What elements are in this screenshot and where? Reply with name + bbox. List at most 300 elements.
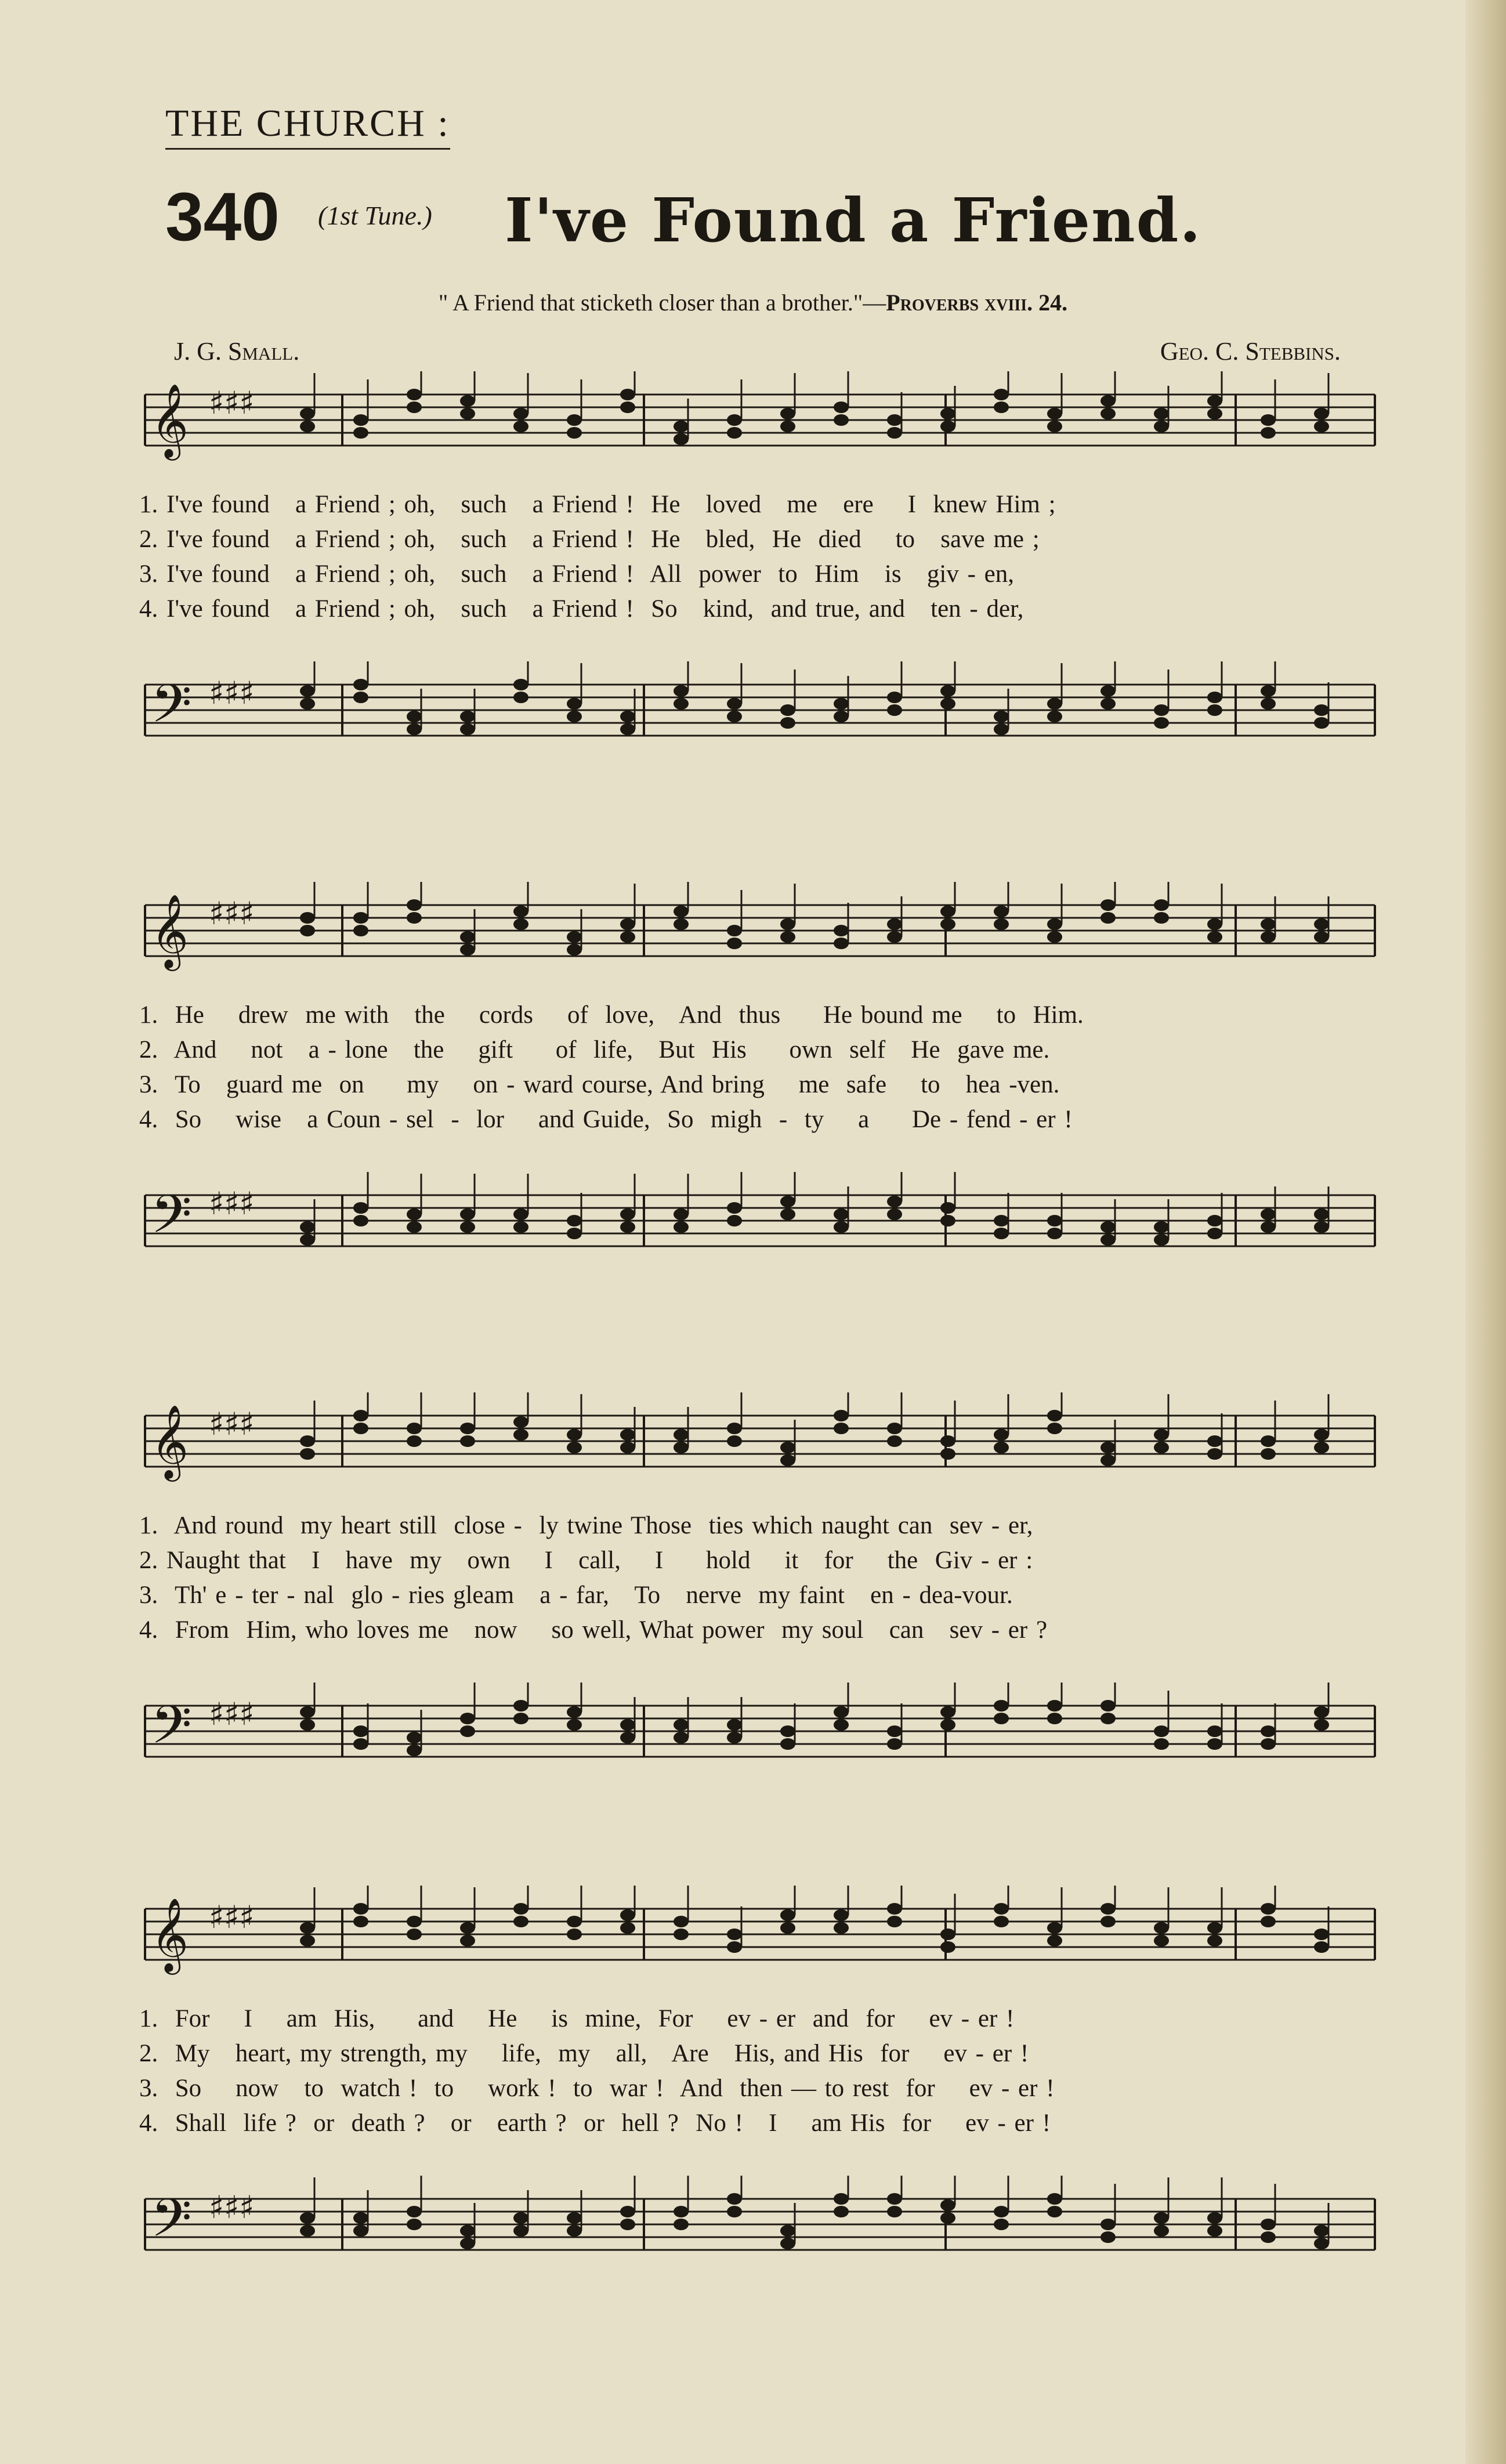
note-head: [834, 1423, 849, 1434]
note-head: [780, 1196, 795, 1207]
note-head: [940, 2199, 955, 2211]
note-head: [1207, 1448, 1222, 1460]
note-head: [1154, 1725, 1169, 1737]
note-head: [567, 2225, 582, 2237]
note-head: [1100, 899, 1116, 911]
note-head: [353, 2225, 368, 2237]
verse-line: 4. Shall life ? or death ? or earth ? or hell ? No ! I am His for ev - er !: [139, 2110, 1051, 2137]
note-head: [513, 1903, 528, 1915]
verse-line: 2. My heart, my strength, my life, my all, Are His, and His for ev - er !: [139, 2040, 1029, 2067]
note-head: [460, 1713, 475, 1724]
note-head: [1100, 408, 1116, 419]
note-head: [567, 1442, 582, 1453]
note-head: [940, 2212, 955, 2224]
note-head: [300, 2212, 315, 2224]
note-head: [887, 414, 902, 426]
note-head: [1154, 1922, 1169, 1934]
note-head: [780, 704, 795, 716]
clef-icon: 𝄞: [151, 1404, 189, 1478]
verse-line: 3. To guard me on my on - ward course, And bring me safe to hea -ven.: [139, 1071, 1060, 1098]
note-head: [300, 1706, 315, 1718]
note-head: [674, 918, 689, 930]
verse-line: 2. And not a - lone the gift of life, But His own self He gave me.: [139, 1036, 1050, 1063]
note-head: [407, 1221, 422, 1233]
note-head: [620, 1732, 635, 1743]
note-head: [834, 938, 849, 949]
note-head: [1314, 2225, 1329, 2237]
note-head: [1207, 1228, 1222, 1239]
note-head: [513, 1209, 528, 1220]
note-head: [674, 1719, 689, 1731]
note-head: [1154, 1738, 1169, 1750]
note-head: [513, 1429, 528, 1441]
note-head: [674, 421, 689, 432]
note-head: [460, 395, 475, 407]
note-head: [834, 1221, 849, 1233]
note-head: [1154, 899, 1169, 911]
note-head: [1100, 685, 1116, 697]
note-head: [1314, 1442, 1329, 1453]
note-head: [407, 1732, 422, 1743]
note-head: [674, 1442, 689, 1453]
note-head: [994, 918, 1009, 930]
note-head: [834, 414, 849, 426]
note-head: [353, 692, 368, 703]
note-head: [1100, 1442, 1116, 1453]
note-head: [460, 711, 475, 722]
note-head: [780, 2238, 795, 2249]
note-head: [300, 1234, 315, 1246]
clef-icon: 𝄢: [151, 1694, 192, 1768]
note-head: [780, 408, 795, 419]
note-head: [834, 1706, 849, 1718]
note-head: [940, 1706, 955, 1718]
author-credit: J. G. Small.: [174, 337, 300, 366]
key-signature: ♯♯♯: [209, 1185, 255, 1222]
note-head: [300, 698, 315, 710]
note-head: [1314, 408, 1329, 419]
note-head: [994, 711, 1009, 722]
clef-icon: 𝄞: [151, 1897, 189, 1971]
note-head: [1207, 1215, 1222, 1226]
note-head: [1207, 704, 1222, 716]
note-head: [727, 1202, 742, 1214]
note-head: [780, 717, 795, 729]
note-head: [674, 685, 689, 697]
note-head: [994, 1916, 1009, 1927]
note-head: [407, 1745, 422, 1756]
note-head: [567, 1719, 582, 1731]
verse-line: 1. He drew me with the cords of love, And thus He bound me to Him.: [139, 1001, 1084, 1029]
note-head: [727, 427, 742, 439]
note-head: [407, 912, 422, 924]
note-head: [460, 2225, 475, 2237]
note-head: [1261, 1738, 1276, 1750]
note-head: [460, 1725, 475, 1737]
note-head: [1047, 931, 1062, 943]
note-head: [300, 2225, 315, 2237]
note-head: [780, 1909, 795, 1921]
bass-staff: [139, 1172, 1381, 1276]
note-head: [620, 401, 635, 413]
verse-line: 4. I've found a Friend ; oh, such a Friend ! So kind, and true, and ten - der,: [139, 595, 1024, 623]
note-head: [513, 408, 528, 419]
note-head: [727, 2206, 742, 2217]
note-head: [353, 1410, 368, 1421]
note-head: [887, 704, 902, 716]
note-head: [674, 1928, 689, 1940]
note-head: [1047, 1935, 1062, 1946]
note-head: [834, 1909, 849, 1921]
treble-staff: [139, 1392, 1381, 1497]
note-head: [727, 698, 742, 710]
note-head: [1100, 698, 1116, 710]
note-head: [994, 1228, 1009, 1239]
note-head: [1100, 1234, 1116, 1246]
note-head: [300, 1435, 315, 1447]
epigraph-quote: " A Friend that sticketh closer than a brother."—: [438, 290, 886, 316]
note-head: [1207, 1738, 1222, 1750]
note-head: [1047, 421, 1062, 432]
note-head: [1207, 2212, 1222, 2224]
note-head: [1047, 1713, 1062, 1724]
key-signature: ♯♯♯: [209, 675, 255, 711]
note-head: [620, 1209, 635, 1220]
note-head: [353, 1916, 368, 1927]
note-head: [834, 925, 849, 936]
note-head: [994, 1429, 1009, 1441]
note-head: [1100, 1903, 1116, 1915]
note-head: [407, 2219, 422, 2230]
note-head: [1047, 1700, 1062, 1712]
verse-block: [139, 2002, 1381, 2141]
note-head: [1154, 717, 1169, 729]
note-head: [1154, 2225, 1169, 2237]
note-head: [353, 1215, 368, 1226]
note-head: [1261, 427, 1276, 439]
note-head: [1154, 704, 1169, 716]
note-head: [407, 899, 422, 911]
note-head: [300, 925, 315, 936]
epigraph-reference: Proverbs xviii. 24.: [886, 290, 1068, 316]
note-head: [940, 698, 955, 710]
note-head: [460, 931, 475, 943]
note-head: [940, 685, 955, 697]
note-head: [620, 1909, 635, 1921]
note-head: [620, 2219, 635, 2230]
note-head: [460, 723, 475, 735]
note-head: [994, 389, 1009, 400]
bass-staff: [139, 2176, 1381, 2280]
note-head: [567, 931, 582, 943]
section-heading: THE CHURCH :: [165, 102, 450, 150]
note-head: [1207, 1935, 1222, 1946]
note-head: [1154, 1935, 1169, 1946]
note-head: [513, 421, 528, 432]
verse-line: 1. For I am His, and He is mine, For ev - er and for ev - er !: [139, 2005, 1015, 2032]
note-head: [994, 1903, 1009, 1915]
note-head: [1154, 912, 1169, 924]
note-head: [1100, 1700, 1116, 1712]
note-head: [1261, 1448, 1276, 1460]
note-head: [460, 1435, 475, 1447]
bass-staff: [139, 1683, 1381, 1787]
note-head: [513, 1416, 528, 1428]
note-head: [940, 421, 955, 432]
note-head: [353, 1903, 368, 1915]
note-head: [780, 1209, 795, 1220]
key-signature: ♯♯♯: [209, 1406, 255, 1442]
note-head: [1047, 1423, 1062, 1434]
note-head: [940, 1202, 955, 1214]
note-head: [1154, 1234, 1169, 1246]
note-head: [513, 2212, 528, 2224]
note-head: [620, 918, 635, 930]
note-head: [834, 698, 849, 710]
note-head: [513, 679, 528, 690]
note-head: [834, 1719, 849, 1731]
note-head: [940, 1435, 955, 1447]
note-head: [1100, 1713, 1116, 1724]
note-head: [513, 1713, 528, 1724]
note-head: [940, 918, 955, 930]
note-head: [940, 1215, 955, 1226]
note-head: [1047, 1410, 1062, 1421]
note-head: [1047, 1228, 1062, 1239]
note-head: [674, 1209, 689, 1220]
note-head: [620, 389, 635, 400]
note-head: [1314, 931, 1329, 943]
note-head: [460, 1935, 475, 1946]
note-head: [727, 711, 742, 722]
hymn-number: 340: [165, 179, 280, 255]
note-head: [567, 1228, 582, 1239]
note-head: [300, 421, 315, 432]
note-head: [1047, 2206, 1062, 2217]
note-head: [1207, 931, 1222, 943]
note-head: [513, 1916, 528, 1927]
note-head: [353, 679, 368, 690]
note-head: [1154, 408, 1169, 419]
note-head: [994, 1700, 1009, 1712]
note-head: [780, 2225, 795, 2237]
verse-line: 3. Th' e - ter - nal glo - ries gleam a - far, To nerve my faint en - dea-vour.: [139, 1582, 1013, 1609]
note-head: [300, 685, 315, 697]
note-head: [1207, 1725, 1222, 1737]
note-head: [674, 698, 689, 710]
note-head: [407, 1209, 422, 1220]
note-head: [727, 1423, 742, 1434]
page-edge: [1465, 0, 1506, 2464]
note-head: [727, 1215, 742, 1226]
note-head: [887, 1725, 902, 1737]
note-head: [1047, 2193, 1062, 2205]
note-head: [1047, 918, 1062, 930]
note-head: [887, 1916, 902, 1927]
note-head: [1047, 711, 1062, 722]
note-head: [353, 1725, 368, 1737]
clef-icon: 𝄞: [151, 383, 189, 457]
note-head: [1154, 1221, 1169, 1233]
note-head: [994, 401, 1009, 413]
clef-icon: 𝄢: [151, 1184, 192, 1258]
note-head: [1261, 1209, 1276, 1220]
note-head: [1314, 421, 1329, 432]
note-head: [353, 427, 368, 439]
verse-block: [139, 487, 1381, 627]
epigraph: [0, 289, 1506, 316]
note-head: [407, 1928, 422, 1940]
note-head: [567, 698, 582, 710]
note-head: [1207, 1435, 1222, 1447]
note-head: [834, 1209, 849, 1220]
note-head: [780, 421, 795, 432]
note-head: [1261, 698, 1276, 710]
note-head: [1100, 2231, 1116, 2243]
composer-credit: Geo. C. Stebbins.: [1160, 337, 1341, 366]
note-head: [780, 1454, 795, 1466]
note-head: [407, 401, 422, 413]
note-head: [567, 1429, 582, 1441]
note-head: [1100, 395, 1116, 407]
note-head: [1047, 1215, 1062, 1226]
note-head: [460, 1209, 475, 1220]
key-signature: ♯♯♯: [209, 2189, 255, 2226]
note-head: [994, 906, 1009, 917]
note-head: [620, 1429, 635, 1441]
note-head: [407, 723, 422, 735]
note-head: [407, 1423, 422, 1434]
note-head: [780, 1922, 795, 1934]
note-head: [353, 912, 368, 924]
bass-staff: [139, 661, 1381, 766]
verse-line: 3. So now to watch ! to work ! to war ! And then — to rest for ev - er !: [139, 2075, 1055, 2102]
note-head: [300, 1221, 315, 1233]
note-head: [674, 1916, 689, 1927]
note-head: [567, 1215, 582, 1226]
note-head: [460, 2238, 475, 2249]
note-head: [940, 408, 955, 419]
note-head: [1314, 704, 1329, 716]
note-head: [994, 1442, 1009, 1453]
note-head: [620, 723, 635, 735]
verse-line: 2. Naught that I have my own I call, I hold it for the Giv - er :: [139, 1547, 1033, 1574]
note-head: [1261, 1435, 1276, 1447]
note-head: [940, 1941, 955, 1953]
note-head: [727, 2193, 742, 2205]
note-head: [1314, 1941, 1329, 1953]
note-head: [567, 427, 582, 439]
note-head: [513, 906, 528, 917]
clef-icon: 𝄢: [151, 2187, 192, 2262]
note-head: [1047, 1922, 1062, 1934]
note-head: [460, 408, 475, 419]
note-head: [834, 401, 849, 413]
note-head: [887, 1209, 902, 1220]
note-head: [407, 389, 422, 400]
note-head: [727, 925, 742, 936]
key-signature: ♯♯♯: [209, 1899, 255, 1935]
note-head: [1261, 931, 1276, 943]
note-head: [994, 1713, 1009, 1724]
note-head: [1261, 685, 1276, 697]
note-head: [353, 925, 368, 936]
note-head: [1314, 2238, 1329, 2249]
key-signature: ♯♯♯: [209, 385, 255, 421]
verse-line: 3. I've found a Friend ; oh, such a Friend ! All power to Him is giv - en,: [139, 560, 1014, 588]
note-head: [1261, 1725, 1276, 1737]
note-head: [567, 414, 582, 426]
verse-line: 4. From Him, who loves me now so well, What power my soul can sev - er ?: [139, 1616, 1048, 1644]
note-head: [513, 918, 528, 930]
note-head: [834, 1410, 849, 1421]
note-head: [620, 2206, 635, 2217]
note-head: [567, 1706, 582, 1718]
note-head: [1314, 1928, 1329, 1940]
note-head: [1047, 408, 1062, 419]
note-head: [887, 1423, 902, 1434]
note-head: [887, 2206, 902, 2217]
note-head: [674, 1732, 689, 1743]
note-head: [620, 711, 635, 722]
note-head: [1100, 1221, 1116, 1233]
note-head: [727, 414, 742, 426]
note-head: [1154, 421, 1169, 432]
note-head: [887, 427, 902, 439]
note-head: [727, 1435, 742, 1447]
note-head: [940, 1928, 955, 1940]
verse-block: [139, 1508, 1381, 1648]
note-head: [674, 906, 689, 917]
note-head: [300, 912, 315, 924]
treble-staff: [139, 371, 1381, 476]
note-head: [994, 723, 1009, 735]
note-head: [353, 2212, 368, 2224]
note-head: [1314, 1209, 1329, 1220]
note-head: [940, 1448, 955, 1460]
note-head: [780, 931, 795, 943]
note-head: [1314, 1719, 1329, 1731]
note-head: [513, 692, 528, 703]
note-head: [300, 408, 315, 419]
note-head: [1207, 918, 1222, 930]
note-head: [567, 711, 582, 722]
note-head: [834, 2193, 849, 2205]
note-head: [407, 711, 422, 722]
note-head: [620, 1719, 635, 1731]
note-head: [567, 1928, 582, 1940]
note-head: [513, 2225, 528, 2237]
note-head: [994, 2206, 1009, 2217]
note-head: [620, 1922, 635, 1934]
note-head: [620, 931, 635, 943]
note-head: [620, 1221, 635, 1233]
note-head: [727, 1732, 742, 1743]
verse-line: 4. So wise a Coun - sel - lor and Guide, So migh - ty a De - fend - er !: [139, 1106, 1073, 1133]
note-head: [887, 931, 902, 943]
note-head: [674, 2219, 689, 2230]
clef-icon: 𝄞: [151, 893, 189, 968]
note-head: [300, 1935, 315, 1946]
verse-line: 1. And round my heart still close - ly twine Those ties which naught can sev - er,: [139, 1512, 1033, 1539]
note-head: [674, 1429, 689, 1441]
note-head: [940, 906, 955, 917]
note-head: [834, 711, 849, 722]
note-head: [780, 918, 795, 930]
note-head: [887, 1196, 902, 1207]
note-head: [567, 944, 582, 956]
note-head: [1314, 918, 1329, 930]
